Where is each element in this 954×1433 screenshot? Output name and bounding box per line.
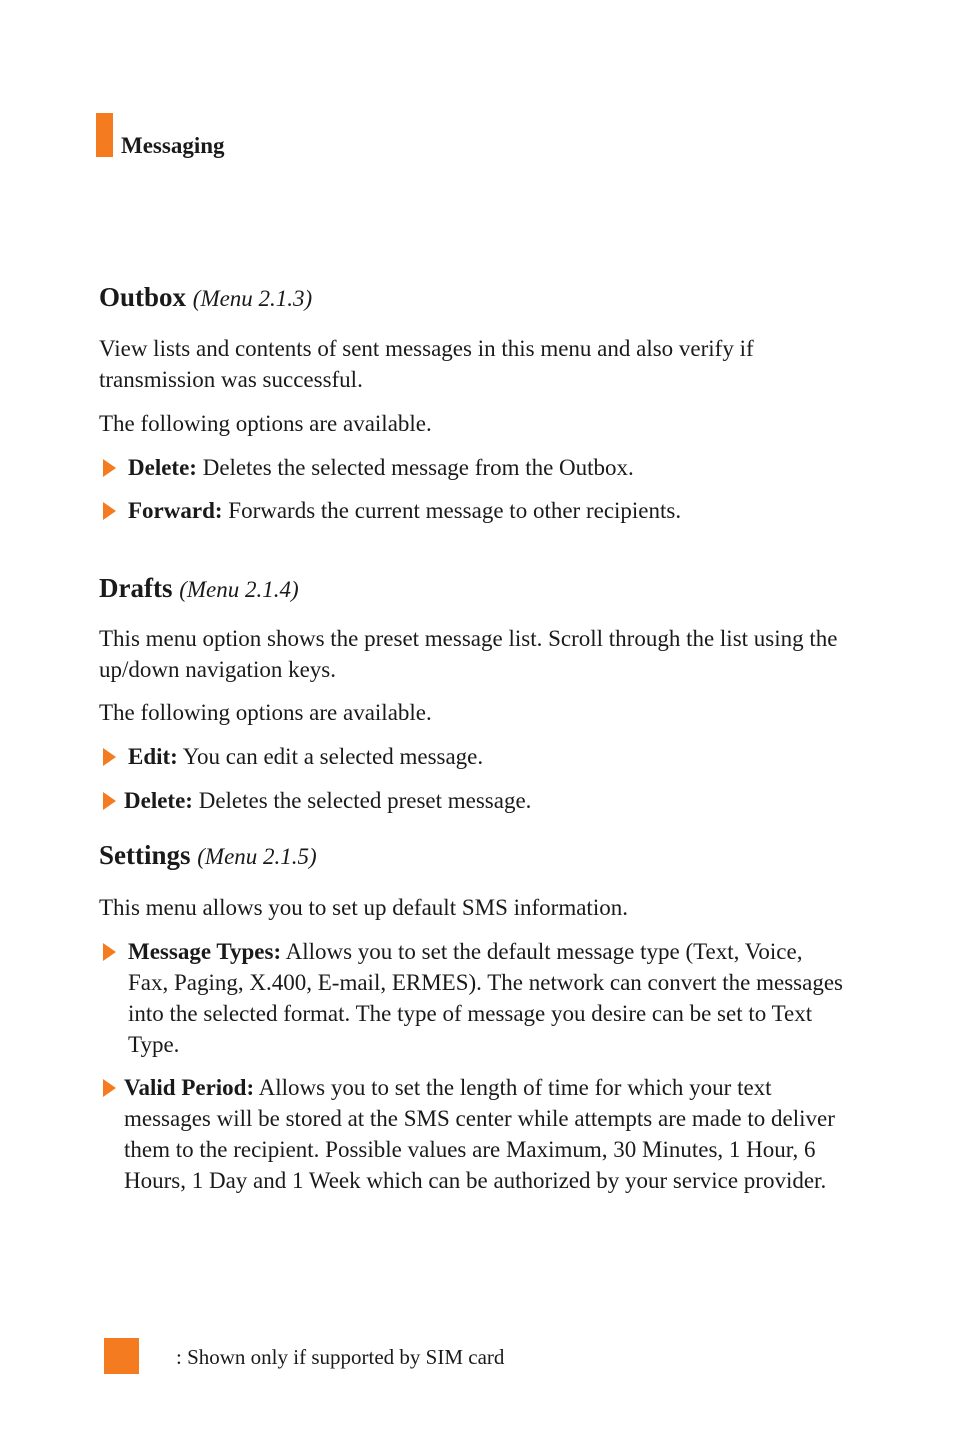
list-item [99,741,844,772]
settings-description: This menu allows you to set up default SMS information. [99,895,628,920]
option-text: Deletes the selected message from the Outbox. [196,455,634,480]
option-term: Forward: [128,498,223,523]
footer-note: : Shown only if supported by SIM card [176,1345,505,1369]
option-text: You can edit a selected message. [177,744,484,769]
triangle-bullet-icon [103,748,116,766]
page-content [99,280,844,1196]
option-term: Message Types: [128,939,282,964]
option-text: Forwards the current message to other recipients. [222,498,682,523]
settings-title: Settings [99,840,191,870]
outbox-menu-ref: (Menu 2.1.3) [192,286,313,311]
drafts-options-intro: The following options are available. [99,700,432,725]
option-text: Allows you to set the length of time for which your text messages will be stored at the SMS center while attempts are made to deliver them to the recipient. Possible values are Maximum, 30 Minutes, 1 Hour, 6 Hours, 1 Day and 1 Week which can be authorized by your service provider. [124,1075,835,1193]
list-item [99,785,844,816]
list-item [99,495,844,526]
outbox-options-intro: The following options are available. [99,411,432,436]
option-text: Allows you to set the default message type (Text, Voice, Fax, Paging, X.400, E-mail, ERMES). The network can convert the messages into the selected format. The type of message you desire can be set to Text Type. [128,939,843,1057]
triangle-bullet-icon [103,459,116,477]
sim-card-legend-marker [104,1338,139,1374]
list-item [99,1072,844,1196]
settings-heading [99,838,844,874]
triangle-bullet-icon [103,1079,116,1097]
triangle-bullet-icon [103,502,116,520]
option-term: Delete: [124,788,193,813]
page-header-title: Messaging [121,133,225,158]
drafts-title: Drafts [99,573,173,603]
outbox-description: View lists and contents of sent messages in this menu and also verify if transmission was successful. [99,336,754,392]
drafts-menu-ref: (Menu 2.1.4) [179,577,299,602]
triangle-bullet-icon [103,943,116,961]
outbox-heading [99,280,844,316]
triangle-bullet-icon [103,792,116,810]
drafts-description: This menu option shows the preset message list. Scroll through the list using the up/down navigation keys. [99,626,838,682]
drafts-heading [99,571,844,607]
option-term: Edit: [128,744,178,769]
list-item [99,936,844,1060]
option-term: Valid Period: [124,1075,255,1100]
section-marker [96,113,113,157]
option-text: Deletes the selected preset message. [192,788,532,813]
outbox-title: Outbox [99,282,187,312]
settings-menu-ref: (Menu 2.1.5) [197,844,317,869]
list-item [99,452,844,483]
option-term: Delete: [128,455,197,480]
